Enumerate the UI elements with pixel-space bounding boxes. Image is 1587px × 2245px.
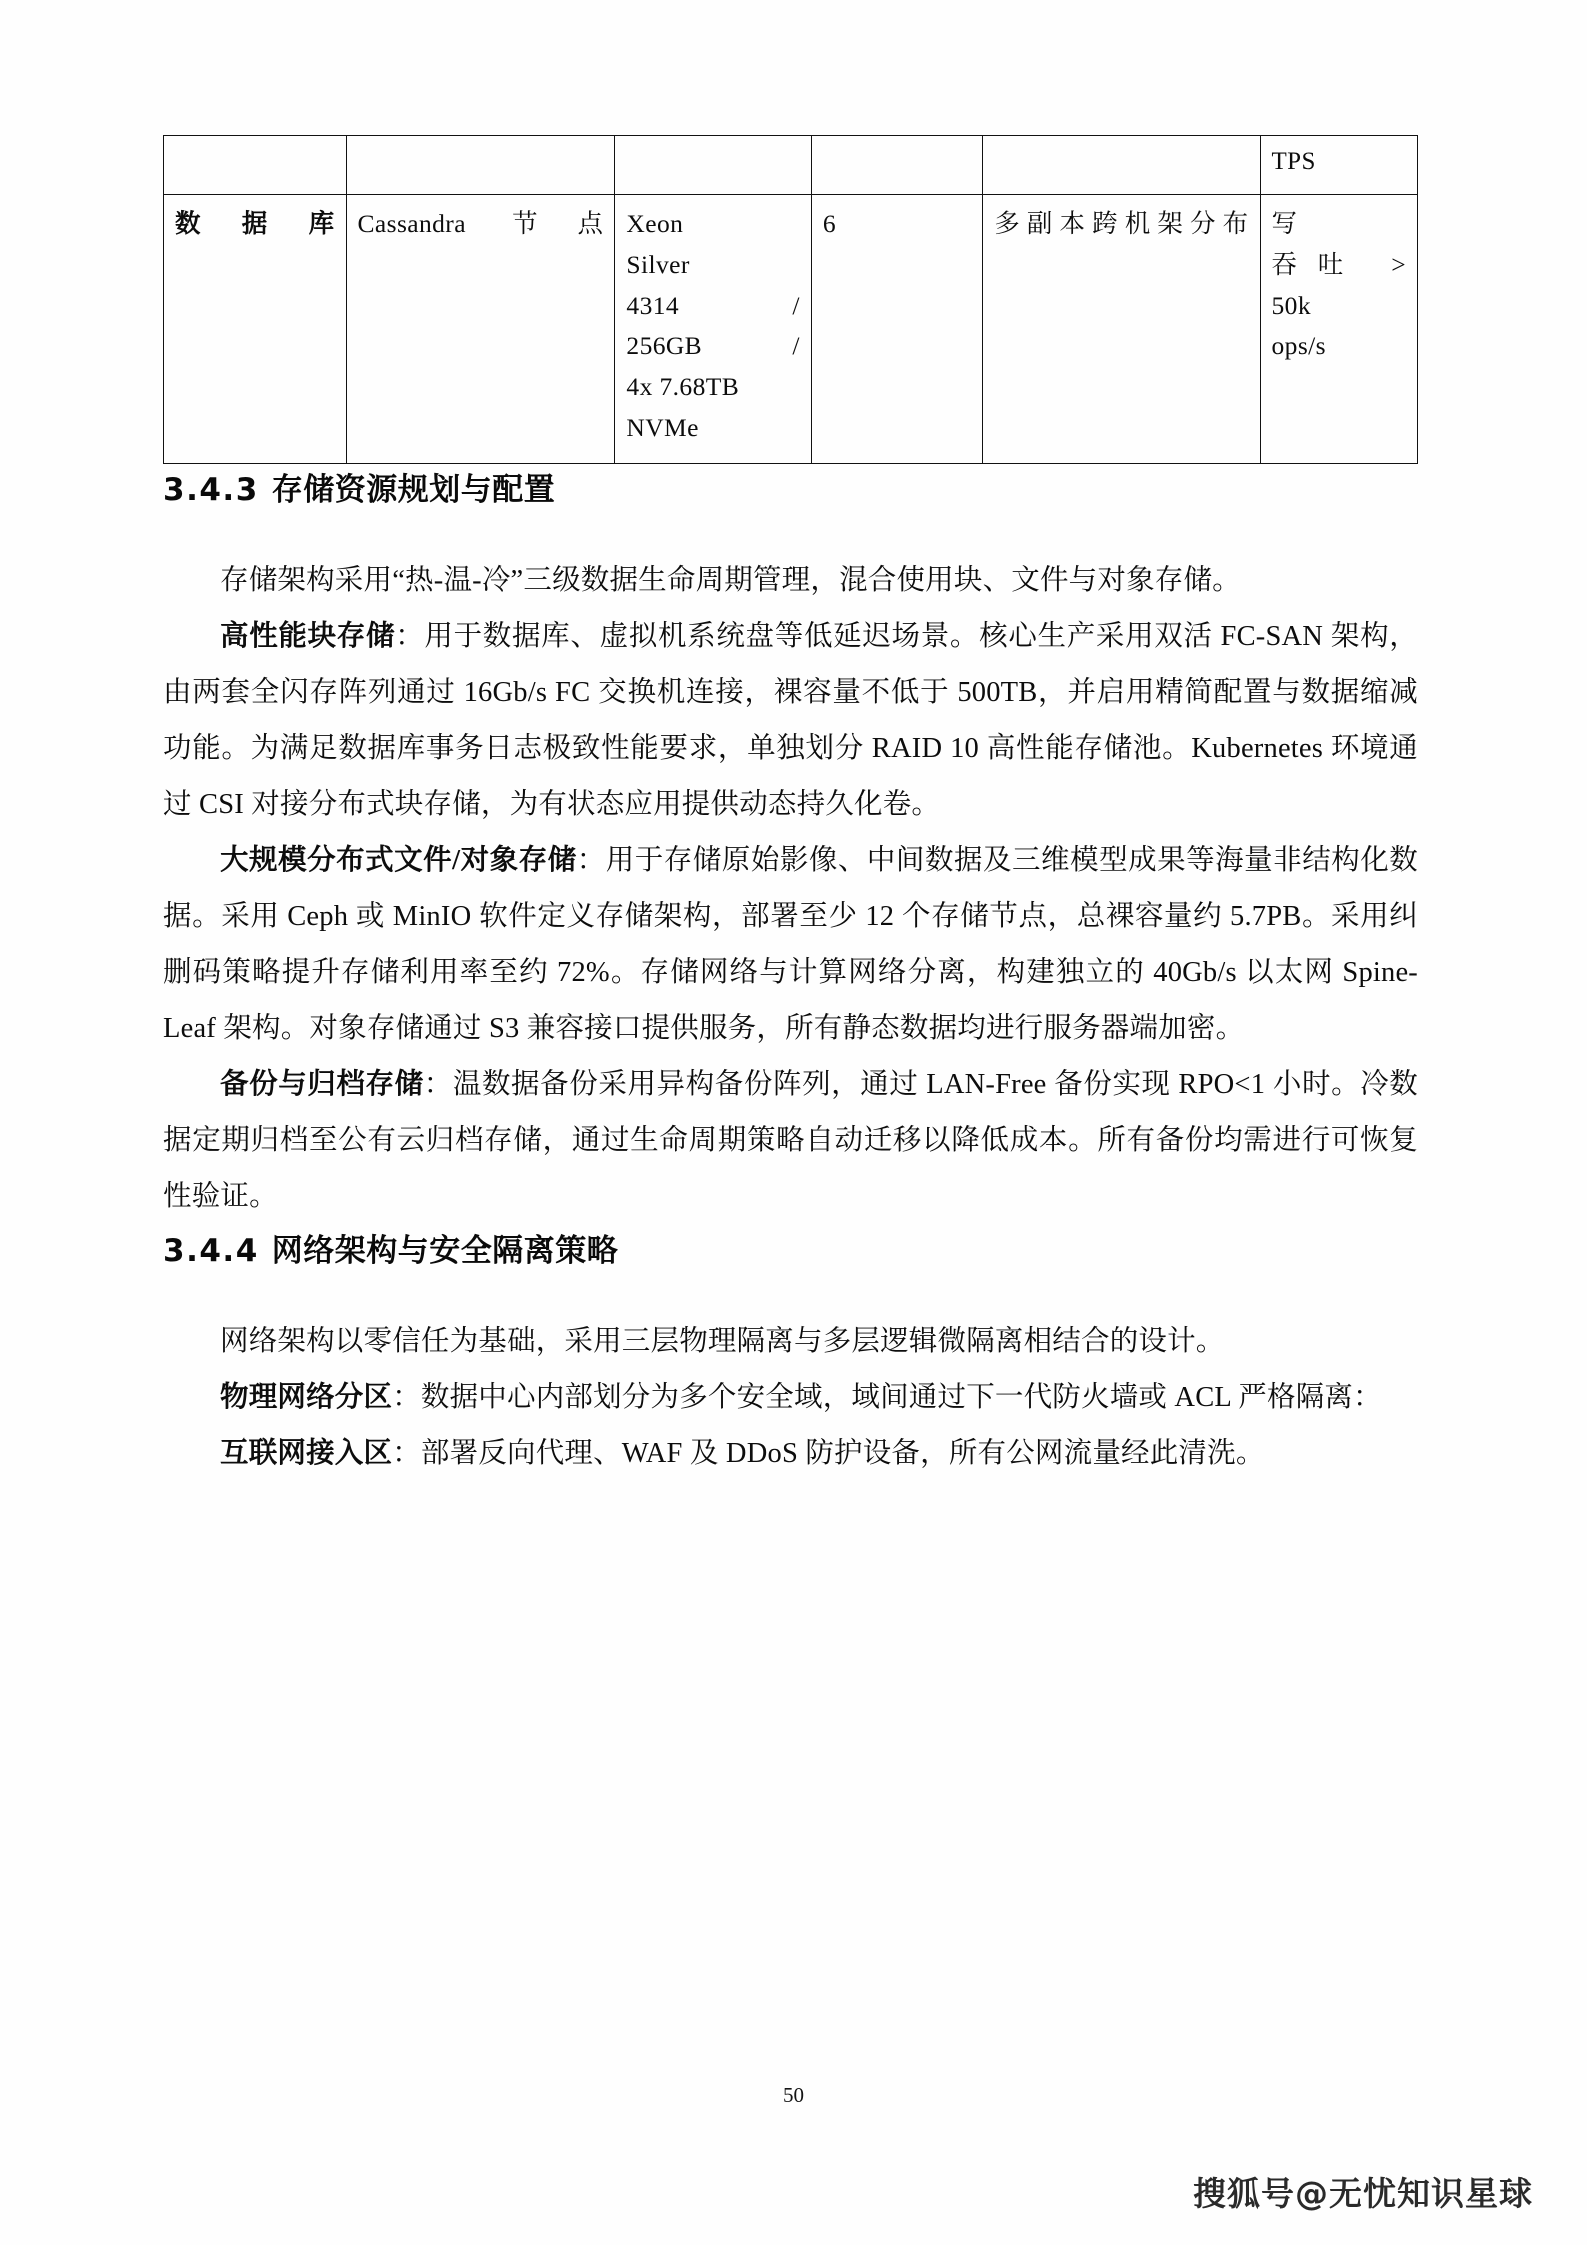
paragraph-344-3 — [163, 1426, 1418, 1482]
table-cell-spec-line-6: NVMe — [626, 412, 699, 442]
section-heading-344 — [163, 1225, 1418, 1270]
table-cell-spec-line-3: 4314 / — [626, 290, 800, 320]
paragraph-343-1 — [163, 553, 1418, 609]
paragraph-343-4-lead: 备份与归档存储 — [220, 1068, 424, 1100]
table-row — [164, 195, 1418, 464]
paragraph-344-3-lead: 互联网接入区 — [220, 1437, 393, 1469]
watermark: 搜狐号@无忧知识星球 — [1193, 2174, 1533, 2213]
paragraph-344-1-text: 网络架构以零信任为基础，采用三层物理隔离与多层逻辑微隔离相结合的设计。 — [220, 1325, 1225, 1357]
page-content — [163, 0, 1418, 1482]
table-cell-metric-line-2: 吞吐 > — [1271, 249, 1406, 279]
table-cell-count — [811, 195, 982, 464]
table-cell-node-header — [346, 136, 615, 195]
table-cell-metric-line-1: 写 — [1271, 209, 1298, 238]
table-cell-metric — [1260, 195, 1417, 464]
paragraph-344-2-lead: 物理网络分区 — [220, 1381, 393, 1413]
table-cell-node-text: Cassandra 节点 — [357, 209, 604, 238]
paragraph-343-2-text: ：用于数据库、虚拟机系统盘等低延迟场景。核心生产采用双活 FC-SAN 架构，由两套全闪存阵列通过 16Gb/s FC 交换机连接，裸容量不低于 500TB，并启用精简配置与数据缩减功能。为满足数据库事务日志极致性能要求，单独划分 RAID 10 高性能存储池。Kubernetes 环境通过 CSI 对接分布式块存储，为有状态应用提供动态持久化卷。 — [163, 620, 1418, 820]
table-cell-metric-line-4: ops/s — [1271, 331, 1326, 361]
paragraph-343-2 — [163, 609, 1418, 833]
paragraph-343-2-lead: 高性能块存储 — [220, 620, 396, 652]
paragraph-343-4-text: ：温数据备份采用异构备份阵列，通过 LAN-Free 备份实现 RPO<1 小时。冷数据定期归档至公有云归档存储，通过生命周期策略自动迁移以降低成本。所有备份均需进行可恢复性验证。 — [163, 1068, 1418, 1212]
table-cell-count-header — [811, 136, 982, 195]
paragraph-343-4 — [163, 1057, 1418, 1225]
paragraph-344-3-text: ：部署反向代理、WAF 及 DDoS 防护设备，所有公网流量经此清洗。 — [392, 1437, 1265, 1469]
table-cell-spec-header — [615, 136, 811, 195]
paragraph-344-1 — [163, 1314, 1418, 1370]
table-cell-spec-line-1: Xeon — [626, 209, 684, 238]
table-cell-category — [164, 195, 347, 464]
table-cell-metric-line-3: 50k — [1271, 290, 1311, 320]
paragraph-343-1-text: 存储架构采用“热-温-冷”三级数据生命周期管理，混合使用块、文件与对象存储。 — [220, 564, 1241, 596]
paragraph-343-3-lead: 大规模分布式文件/对象存储 — [220, 844, 577, 876]
paragraph-344-2-text: ：数据中心内部划分为多个安全域，域间通过下一代防火墙或 ACL 严格隔离： — [392, 1381, 1382, 1413]
paragraph-343-3 — [163, 833, 1418, 1057]
table-cell-spec-line-4: 256GB / — [626, 331, 800, 361]
section-title-343: 存储资源规划与配置 — [271, 471, 556, 508]
section-title-344: 网络架构与安全隔离策略 — [271, 1232, 619, 1269]
page-number: 50 — [783, 2083, 804, 2107]
table-row-header-continued — [164, 136, 1418, 195]
table-cell-category-text: 数据库 — [175, 209, 335, 238]
table-cell-node — [346, 195, 615, 464]
paragraph-344-2 — [163, 1370, 1418, 1426]
table-cell-category-header — [164, 136, 347, 195]
table-cell-spec-line-2: Silver — [626, 249, 690, 279]
table-cell-deployment-header — [983, 136, 1260, 195]
table-cell-spec-line-5: 4x 7.68TB — [626, 372, 740, 402]
table-cell-metric-header: TPS — [1260, 136, 1417, 195]
table-cell-deployment-text: 多副本跨机架分布 — [994, 209, 1249, 238]
paragraph-343-3-text: ：用于存储原始影像、中间数据及三维模型成果等海量非结构化数据。采用 Ceph 或 MinIO 软件定义存储架构，部署至少 12 个存储节点，总裸容量约 5.7PB。采用纠删码策略提升存储利用率至约 72%。存储网络与计算网络分离，构建独立的 40Gb/s 以太网 Spine-Leaf 架构。对象存储通过 S3 兼容接口提供服务，所有静态数据均进行服务器端加密。 — [163, 844, 1418, 1044]
table-cell-deployment — [983, 195, 1260, 464]
table-cell-spec — [615, 195, 811, 464]
section-heading-343 — [163, 464, 1418, 509]
section-number-344: 3.4.4 — [163, 1232, 259, 1269]
table-cell-count-text: 6 — [822, 209, 837, 238]
resource-spec-table — [163, 135, 1418, 464]
section-number-343: 3.4.3 — [163, 471, 259, 508]
